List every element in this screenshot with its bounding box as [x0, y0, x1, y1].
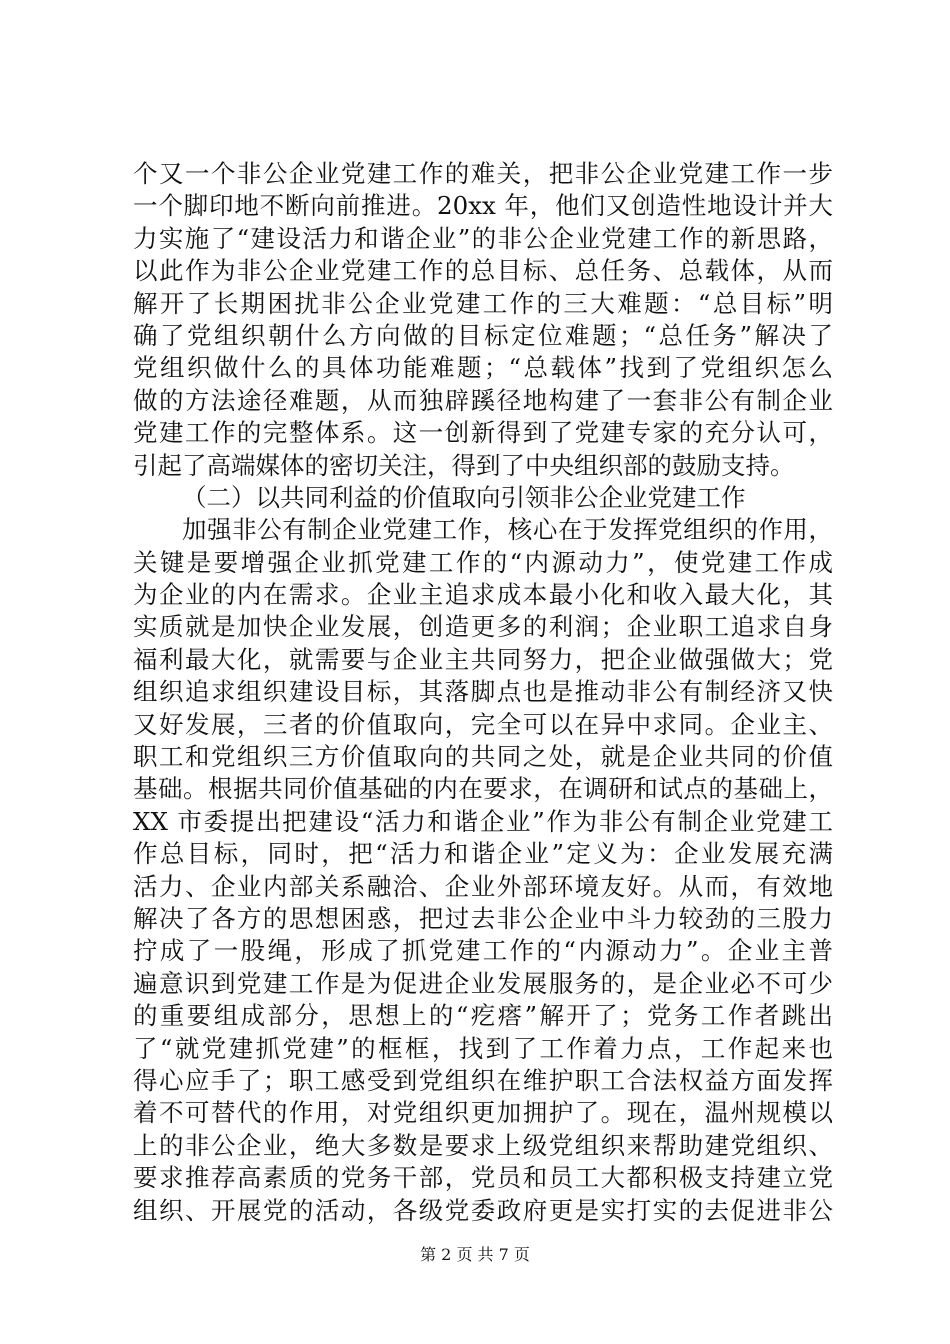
- text-line: 党组织做什么的具体功能难题；“总载体”找到了党组织怎么: [133, 353, 833, 383]
- text-line: 个又一个非公企业党建工作的难关，把非公企业党建工作一步: [133, 159, 833, 188]
- body-text: [133, 158, 833, 1227]
- text-line: XX 市委提出把建设“活力和谐企业”作为非公有制企业党建工: [133, 806, 833, 836]
- text-line: 党建工作的完整体系。这一创新得到了党建专家的充分认可，: [133, 418, 833, 448]
- text-line: 为企业的内在需求。企业主追求成本最小化和收入最大化，其: [133, 580, 833, 610]
- text-line: 力实施了“建设活力和谐企业”的非公企业党建工作的新思路，: [133, 223, 833, 253]
- text-line: 了“就党建抓党建”的框框，找到了工作着力点，工作起来也: [133, 1033, 833, 1063]
- section-heading: （二）以共同利益的价值取向引领非公企业党建工作: [182, 482, 746, 512]
- text-line: 引起了高端媒体的密切关注，得到了中央组织部的鼓励支持。: [133, 450, 795, 480]
- text-line: 上的非公企业，绝大多数是要求上级党组织来帮助建党组织、: [133, 1130, 833, 1160]
- text-line: 一个脚印地不断向前推进。20xx 年，他们又创造性地设计并大: [133, 191, 833, 221]
- text-line: 实质就是加快企业发展，创造更多的利润；企业职工追求自身: [133, 612, 833, 642]
- text-line: 组织、开展党的活动，各级党委政府更是实打实的去促进非公: [133, 1195, 833, 1225]
- text-line: 福利最大化，就需要与企业主共同努力，把企业做强做大；党: [133, 644, 833, 674]
- page-number-footer: 第 2 页 共 7 页: [420, 1245, 530, 1264]
- text-line: 解决了各方的思想困惑，把过去非公企业中斗力较劲的三股力: [133, 903, 833, 933]
- text-line: 组织追求组织建设目标，其落脚点也是推动非公有制经济又快: [133, 677, 833, 707]
- text-line: 又好发展，三者的价值取向，完全可以在异中求同。企业主、: [133, 709, 833, 739]
- text-line: 做的方法途径难题，从而独辟蹊径地构建了一套非公有制企业: [133, 385, 833, 415]
- text-line: 的重要组成部分，思想上的“疙瘩”解开了；党务工作者跳出: [133, 1001, 833, 1031]
- text-line: 活力、企业内部关系融洽、企业外部环境友好。从而，有效地: [133, 871, 833, 901]
- text-line: 基础。根据共同价值基础的内在要求，在调研和试点的基础上，: [133, 774, 833, 804]
- text-line: 遍意识到党建工作是为促进企业发展服务的，是企业必不可少: [133, 968, 833, 998]
- text-line: 得心应手了；职工感受到党组织在维护职工合法权益方面发挥: [133, 1065, 833, 1095]
- text-line: 加强非公有制企业党建工作，核心在于发挥党组织的作用，: [182, 515, 833, 545]
- text-line: 关键是要增强企业抓党建工作的“内源动力”，使党建工作成: [133, 547, 833, 577]
- text-line: 拧成了一股绳，形成了抓党建工作的“内源动力”。企业主普: [133, 936, 833, 966]
- text-line: 作总目标，同时，把“活力和谐企业”定义为：企业发展充满: [133, 839, 833, 869]
- text-line: 职工和党组织三方价值取向的共同之处，就是企业共同的价值: [133, 742, 833, 772]
- text-line: 着不可替代的作用，对党组织更加拥护了。现在，温州规模以: [133, 1098, 833, 1128]
- text-line: 以此作为非公企业党建工作的总目标、总任务、总载体，从而: [133, 256, 833, 286]
- text-line: 要求推荐高素质的党务干部，党员和员工大都积极支持建立党: [133, 1163, 833, 1193]
- text-line: 确了党组织朝什么方向做的目标定位难题；“总任务”解决了: [133, 320, 833, 350]
- text-line: 解开了长期困扰非公企业党建工作的三大难题：“总目标”明: [133, 288, 833, 318]
